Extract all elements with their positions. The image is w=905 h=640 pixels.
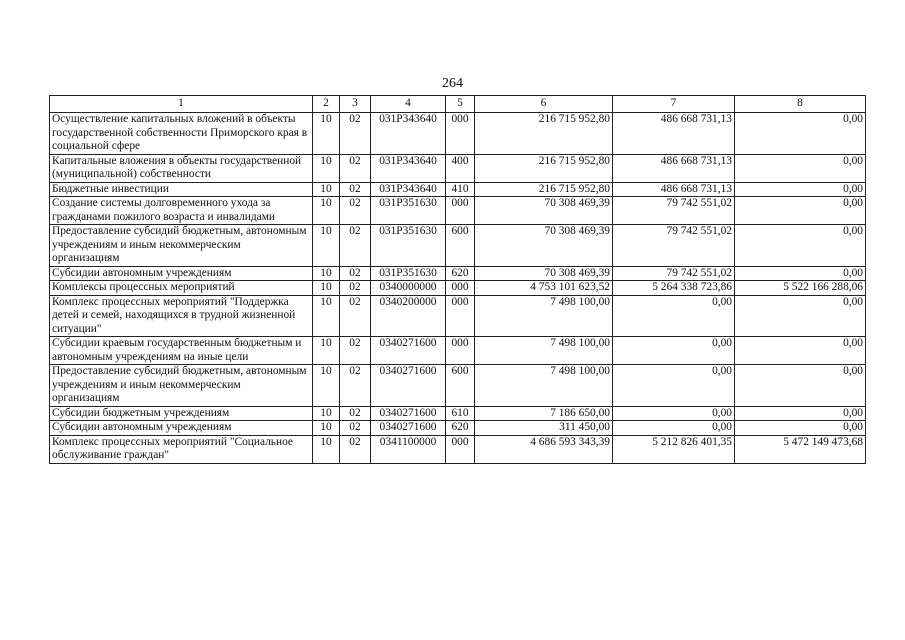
subsection-code: 02 <box>340 337 371 365</box>
row-name: Комплекс процессных мероприятий "Поддержка детей и семей, находящихся в трудной жизненной ситуации" <box>50 295 313 337</box>
amount-col-8: 5 472 149 473,68 <box>735 435 866 463</box>
expense-type-code: 410 <box>446 182 475 197</box>
row-name: Предоставление субсидий бюджетным, автономным учреждениям и иным некоммерческим организациям <box>50 365 313 407</box>
amount-col-8: 0,00 <box>735 337 866 365</box>
section-code: 10 <box>313 225 340 267</box>
row-name: Комплексы процессных мероприятий <box>50 281 313 296</box>
expense-type-code: 600 <box>446 365 475 407</box>
expense-type-code: 610 <box>446 406 475 421</box>
target-article-code: 0341100000 <box>371 435 446 463</box>
target-article-code: 031Р343640 <box>371 182 446 197</box>
table-row <box>50 197 866 225</box>
expense-type-code: 600 <box>446 225 475 267</box>
table-row <box>50 365 866 407</box>
subsection-code: 02 <box>340 113 371 155</box>
target-article-code: 0340271600 <box>371 337 446 365</box>
target-article-code: 0340271600 <box>371 406 446 421</box>
row-name: Предоставление субсидий бюджетным, автономным учреждениям и иным некоммерческим организациям <box>50 225 313 267</box>
row-name: Субсидии автономным учреждениям <box>50 421 313 436</box>
expense-type-code: 000 <box>446 197 475 225</box>
table-row <box>50 113 866 155</box>
column-header: 1 <box>50 96 313 113</box>
target-article-code: 031Р343640 <box>371 154 446 182</box>
amount-col-6: 70 308 469,39 <box>475 266 613 281</box>
amount-col-6: 311 450,00 <box>475 421 613 436</box>
expense-type-code: 000 <box>446 113 475 155</box>
subsection-code: 02 <box>340 154 371 182</box>
subsection-code: 02 <box>340 266 371 281</box>
amount-col-7: 486 668 731,13 <box>613 113 735 155</box>
table-row <box>50 182 866 197</box>
amount-col-7: 79 742 551,02 <box>613 197 735 225</box>
column-header: 7 <box>613 96 735 113</box>
target-article-code: 0340200000 <box>371 295 446 337</box>
table-row <box>50 406 866 421</box>
subsection-code: 02 <box>340 281 371 296</box>
amount-col-7: 486 668 731,13 <box>613 154 735 182</box>
row-name: Создание системы долговременного ухода за гражданами пожилого возраста и инвалидами <box>50 197 313 225</box>
table-row <box>50 266 866 281</box>
column-header: 3 <box>340 96 371 113</box>
amount-col-6: 70 308 469,39 <box>475 225 613 267</box>
expense-type-code: 000 <box>446 281 475 296</box>
section-code: 10 <box>313 421 340 436</box>
amount-col-6: 7 498 100,00 <box>475 365 613 407</box>
section-code: 10 <box>313 182 340 197</box>
row-name: Субсидии краевым государственным бюджетным и автономным учреждениям на иные цели <box>50 337 313 365</box>
amount-col-7: 0,00 <box>613 337 735 365</box>
expense-type-code: 000 <box>446 295 475 337</box>
amount-col-8: 0,00 <box>735 266 866 281</box>
amount-col-7: 486 668 731,13 <box>613 182 735 197</box>
subsection-code: 02 <box>340 365 371 407</box>
row-name: Субсидии бюджетным учреждениям <box>50 406 313 421</box>
section-code: 10 <box>313 365 340 407</box>
target-article-code: 031Р351630 <box>371 266 446 281</box>
amount-col-6: 7 498 100,00 <box>475 337 613 365</box>
column-header: 4 <box>371 96 446 113</box>
table-row <box>50 281 866 296</box>
amount-col-8: 0,00 <box>735 113 866 155</box>
subsection-code: 02 <box>340 182 371 197</box>
amount-col-7: 79 742 551,02 <box>613 225 735 267</box>
target-article-code: 0340000000 <box>371 281 446 296</box>
section-code: 10 <box>313 266 340 281</box>
row-name: Осуществление капитальных вложений в объекты государственной собственности Приморского края в социальной сфере <box>50 113 313 155</box>
target-article-code: 0340271600 <box>371 421 446 436</box>
section-code: 10 <box>313 337 340 365</box>
amount-col-6: 4 753 101 623,52 <box>475 281 613 296</box>
amount-col-7: 0,00 <box>613 295 735 337</box>
expense-type-code: 620 <box>446 421 475 436</box>
table-row <box>50 154 866 182</box>
section-code: 10 <box>313 113 340 155</box>
amount-col-7: 79 742 551,02 <box>613 266 735 281</box>
expense-type-code: 000 <box>446 435 475 463</box>
column-header: 8 <box>735 96 866 113</box>
amount-col-8: 0,00 <box>735 154 866 182</box>
page-number: 264 <box>442 76 463 91</box>
row-name: Субсидии автономным учреждениям <box>50 266 313 281</box>
header-row <box>50 96 866 113</box>
target-article-code: 0340271600 <box>371 365 446 407</box>
amount-col-7: 0,00 <box>613 406 735 421</box>
amount-col-8: 5 522 166 288,06 <box>735 281 866 296</box>
section-code: 10 <box>313 197 340 225</box>
amount-col-7: 0,00 <box>613 421 735 436</box>
target-article-code: 031Р351630 <box>371 197 446 225</box>
column-header: 5 <box>446 96 475 113</box>
amount-col-8: 0,00 <box>735 225 866 267</box>
expense-type-code: 000 <box>446 337 475 365</box>
section-code: 10 <box>313 435 340 463</box>
amount-col-6: 4 686 593 343,39 <box>475 435 613 463</box>
amount-col-6: 7 498 100,00 <box>475 295 613 337</box>
section-code: 10 <box>313 295 340 337</box>
subsection-code: 02 <box>340 406 371 421</box>
target-article-code: 031Р343640 <box>371 113 446 155</box>
amount-col-6: 216 715 952,80 <box>475 154 613 182</box>
amount-col-8: 0,00 <box>735 182 866 197</box>
row-name: Капитальные вложения в объекты государственной (муниципальной) собственности <box>50 154 313 182</box>
subsection-code: 02 <box>340 435 371 463</box>
amount-col-7: 5 264 338 723,86 <box>613 281 735 296</box>
section-code: 10 <box>313 406 340 421</box>
section-code: 10 <box>313 281 340 296</box>
amount-col-8: 0,00 <box>735 406 866 421</box>
amount-col-7: 5 212 826 401,35 <box>613 435 735 463</box>
table-row <box>50 295 866 337</box>
budget-table <box>49 95 866 464</box>
section-code: 10 <box>313 154 340 182</box>
amount-col-8: 0,00 <box>735 365 866 407</box>
expense-type-code: 400 <box>446 154 475 182</box>
target-article-code: 031Р351630 <box>371 225 446 267</box>
subsection-code: 02 <box>340 225 371 267</box>
expense-type-code: 620 <box>446 266 475 281</box>
subsection-code: 02 <box>340 197 371 225</box>
row-name: Комплекс процессных мероприятий "Социальное обслуживание граждан" <box>50 435 313 463</box>
amount-col-6: 216 715 952,80 <box>475 113 613 155</box>
amount-col-7: 0,00 <box>613 365 735 407</box>
amount-col-8: 0,00 <box>735 295 866 337</box>
amount-col-8: 0,00 <box>735 421 866 436</box>
table-row <box>50 225 866 267</box>
table-row <box>50 421 866 436</box>
table-row <box>50 435 866 463</box>
row-name: Бюджетные инвестиции <box>50 182 313 197</box>
amount-col-6: 70 308 469,39 <box>475 197 613 225</box>
subsection-code: 02 <box>340 421 371 436</box>
table-row <box>50 337 866 365</box>
column-header: 2 <box>313 96 340 113</box>
amount-col-6: 7 186 650,00 <box>475 406 613 421</box>
column-header: 6 <box>475 96 613 113</box>
subsection-code: 02 <box>340 295 371 337</box>
amount-col-6: 216 715 952,80 <box>475 182 613 197</box>
amount-col-8: 0,00 <box>735 197 866 225</box>
